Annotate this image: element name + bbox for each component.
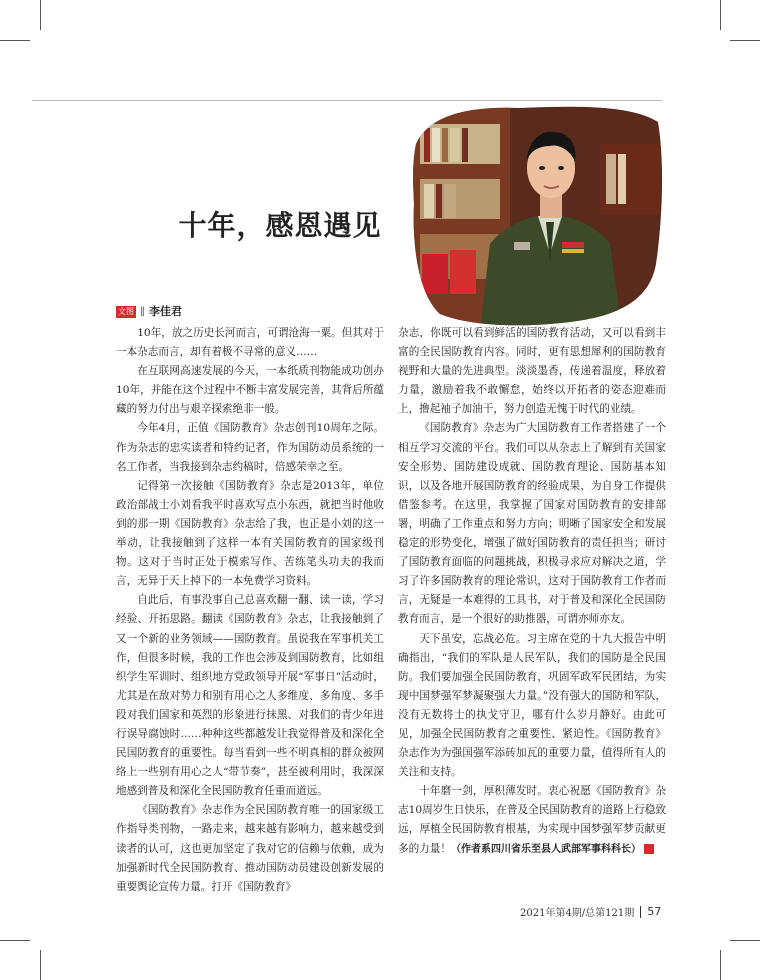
left-column: [116, 324, 384, 897]
paragraph: 《国防教育》杂志作为全民国防教育唯一的国家级工作指导类刊物，一路走来，越来越有影响力，越来越受到读者的认可，这也更加坚定了我对它的信赖与依赖，成为加强新时代全民国防教育、推动国防动员建设创新发展的重要舆论宣传力量。打开《国防教育》: [116, 804, 384, 893]
byline: [116, 305, 182, 319]
paragraph: 《国防教育》杂志为广大国防教育工作者搭建了一个相互学习交流的平台。我们可以从杂志上了解到有关国家安全形势、国防建设成就、国防教育理论、国防基本知识，以及各地开展国防教育的经验成果，为自身工作提供借鉴参考。在这里，我掌握了国家对国防教育的安排部署，明确了工作重点和努力方向；明晰了国家安全和发展稳定的形势变化，增强了做好国防教育的责任担当；研讨了国防教育面临的问题挑战，积极寻求应对解决之道，学习了许多国防教育的理论常识，这对于国防教育工作者而言，无疑是一本难得的工具书，对于普及和深化全民国防教育而言，是一个很好的助推器，可谓亦师亦友。: [398, 422, 666, 626]
paragraph: 在互联网高速发展的今天，一本纸质刊物能成功创办10年，并能在这个过程中不断丰富发展完善，其背后所蕴藏的努力付出与艰辛探索绝非一般。: [116, 365, 384, 416]
end-mark-icon: G: [644, 844, 654, 854]
paragraph: 天下虽安，忘战必危。习主席在党的十九大报告中明确指出，“我们的军队是人民军队，我们的国防是全民国防。我们要加强全民国防教育，巩固军政军民团结，为实现中国梦强军梦凝聚强大力量。”没有强大的国防和军队，没有无数将士的执戈守卫，哪有什么岁月静好。由此可见，加强全民国防教育之重要性、紧迫性。《国防教育》杂志作为为强国强军添砖加瓦的重要力量，值得所有人的关注和支持。: [398, 632, 666, 779]
paragraph-continuation: 杂志，你既可以看到鲜活的国防教育活动，又可以看到丰富的全民国防教育内容。同时，更有思想犀利的国防教育视野和大量的先进典型。淡淡墨香，传递着温度，释放着力量，激励着我不敢懈怠，始终以开拓者的姿态迎难而上，撸起袖子加油干，努力创造无愧于时代的业绩。: [398, 327, 666, 416]
final-paragraph-text: 十年磨一剑，厚积薄发时。衷心祝愿《国防教育》杂志10周岁生日快乐，在普及全民国防教育的道路上行稳致远，厚植全民国防教育根基，为实现中国梦强军梦贡献更多的力量！: [398, 785, 666, 855]
page-number: 57: [647, 905, 662, 918]
author-name: 李佳君: [149, 305, 182, 318]
final-paragraph: [398, 782, 672, 858]
header-rule: [32, 100, 662, 101]
issue-info: 2021年第4期/总第121期: [520, 908, 635, 919]
page-footer: [520, 904, 661, 919]
article-title: 十年，感恩遇见: [178, 209, 382, 242]
paragraph: 今年4月，正值《国防教育》杂志创刊10周年之际。作为杂志的忠实读者和特约记者，作为国防动员系统的一名工作者，当我接到杂志约稿时，倍感荣幸之至。: [116, 422, 384, 473]
author-photo: [410, 104, 665, 329]
paragraph: 自此后，有事没事自己总喜欢翻一翻、读一读，学习经验、开拓思路。翻读《国防教育》杂志，让我接触到了又一个新的业务领域——国防教育。虽说我在军事机关工作，但很多时候，我的工作也会涉及到国防教育，比如组织学生军训时、组织地方党政领导开展“军事日”活动时，尤其是在敌对势力和别有用心之人多维度、多角度、多手段对我们国家和英烈的形象进行抹黑、对我们的青少年进行误导腐蚀时……种种这些都越发让我觉得普及和深化全民国防教育的重要性。每当看到一些不明真相的群众被网络上一些别有用心之人“带节奏”，甚至被利用时，我深深地感到普及和深化全民国防教育任重而道远。: [116, 594, 384, 798]
author-note: （作者系四川省乐至县人武部军事科科长）: [450, 843, 641, 855]
paragraph: 记得第一次接触《国防教育》杂志是2013年，单位政治部战士小刘看我平时喜欢写点小东西，就把当时他收到的那一期《国防教育》杂志给了我，也正是小刘的这一举动，让我接触到了这样一本有关国防教育的国家级刊物。这对于当时正处于模索写作、苦练笔头功夫的我而言，无异于天上掉下的一本免费学习资料。: [116, 479, 384, 588]
byline-tag: 文图: [118, 307, 134, 316]
byline-separator: ‖: [140, 306, 145, 317]
paragraph: 10年，放之历史长河而言，可谓沧海一粟。但其对于一本杂志而言，却有着极不寻常的意义……: [116, 327, 384, 359]
right-column: [398, 324, 672, 859]
footer-divider: [640, 906, 641, 918]
